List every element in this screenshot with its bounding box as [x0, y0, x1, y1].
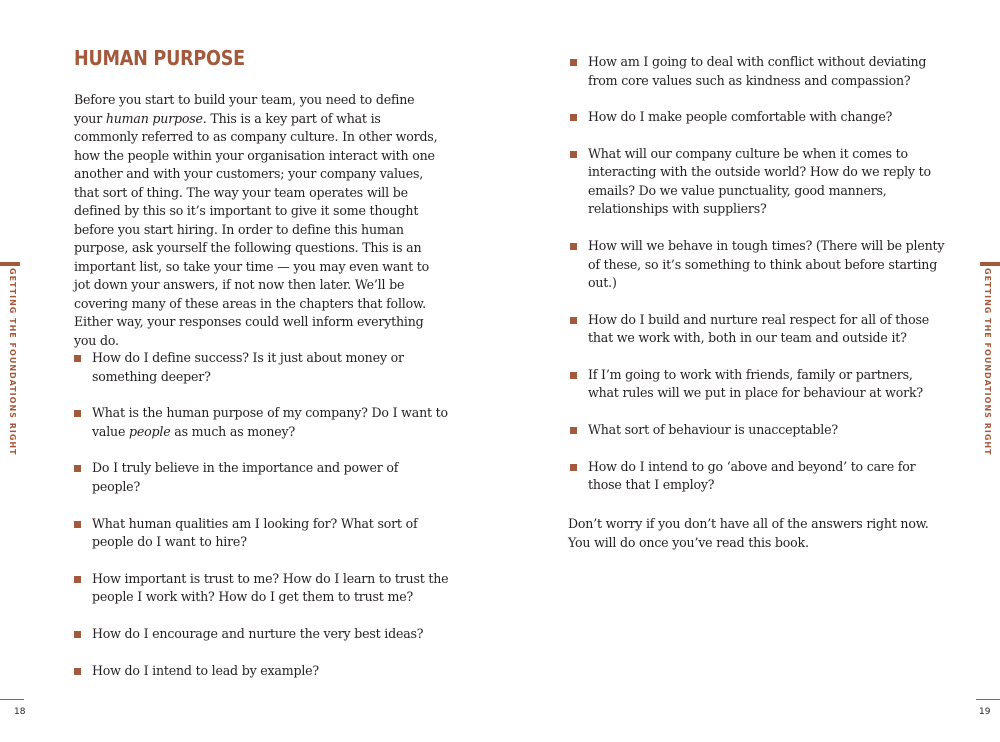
- list-item: [74, 404, 449, 441]
- square-bullet-icon: [570, 372, 577, 379]
- side-tab-marker: [0, 262, 20, 266]
- question-text: How do I intend to go ‘above and beyond’ to care for those that I employ?: [588, 458, 916, 493]
- list-item: [570, 237, 945, 293]
- square-bullet-icon: [570, 114, 577, 121]
- square-bullet-icon: [74, 465, 81, 472]
- square-bullet-icon: [74, 521, 81, 528]
- question-text: What is the human purpose of my company? Do I want to value people as much as money?: [92, 405, 448, 439]
- question-text: Do I truly believe in the importance and power of people?: [92, 460, 399, 494]
- question-text: How important is trust to me? How do I learn to trust the people I work with? How do I get them to trust me?: [92, 570, 449, 605]
- square-bullet-icon: [570, 151, 577, 158]
- list-item: [74, 515, 449, 552]
- list-item: [570, 366, 945, 403]
- page-number: 19: [979, 707, 991, 717]
- question-text: How do I define success? Is it just about money or something deeper?: [92, 350, 404, 384]
- question-text: How do I build and nurture real respect for all of those that we work with, both in our team and outside it?: [588, 311, 929, 346]
- question-text: How do I make people comfortable with change?: [588, 109, 893, 125]
- list-item: [570, 108, 945, 127]
- question-list-right: [570, 53, 945, 513]
- square-bullet-icon: [74, 355, 81, 362]
- list-item: [570, 53, 945, 90]
- intro-text-continued: . This is a key part of what is commonly referred to as company culture. In other words, how the people within your organisation interact with one another and with your customers; your company values, that sort of thing. The way your team operates will be defined by this so it’s important to give it some thought before you start hiring. In order to define this human purpose, ask yourself the following questions. This is an important list, so take your time — you may even want to jot down your answers, if not now then later. We’ll be covering many of these areas in the chapters that follow. Either way, your responses could well inform everything you do.: [74, 110, 438, 348]
- footer-rule: [0, 699, 24, 700]
- list-item: [74, 662, 449, 681]
- intro-text: Before you start to build your team, you need to define your: [74, 92, 415, 126]
- running-head-vertical: GETTING THE FOUNDATIONS RIGHT: [983, 268, 992, 456]
- closing-paragraph: Don’t worry if you don’t have all of the answers right now. You will do once you’ve read this book.: [568, 516, 929, 550]
- square-bullet-icon: [570, 427, 577, 434]
- question-text: What human qualities am I looking for? What sort of people do I want to hire?: [92, 515, 418, 550]
- question-list-left: [74, 349, 449, 698]
- square-bullet-icon: [74, 631, 81, 638]
- footer-rule: [976, 699, 1000, 700]
- question-text: What will our company culture be when it comes to interacting with the outside world? How do we reply to emails? Do we value punctuality, good manners, relationships with suppliers?: [588, 145, 931, 217]
- page-number: 18: [14, 707, 26, 717]
- question-text: How am I going to deal with conflict without deviating from core values such as kindness and compassion?: [588, 54, 927, 88]
- square-bullet-icon: [74, 576, 81, 583]
- square-bullet-icon: [570, 317, 577, 324]
- square-bullet-icon: [570, 464, 577, 471]
- section-heading: HUMAN PURPOSE: [74, 46, 245, 70]
- list-item: [74, 349, 449, 386]
- square-bullet-icon: [74, 668, 81, 675]
- running-head-vertical: GETTING THE FOUNDATIONS RIGHT: [8, 268, 17, 456]
- question-text: How do I intend to lead by example?: [92, 662, 319, 678]
- intro-paragraph: [74, 91, 444, 350]
- list-item: [570, 458, 945, 495]
- square-bullet-icon: [570, 243, 577, 250]
- list-item: [570, 311, 945, 348]
- question-text: How do I encourage and nurture the very best ideas?: [92, 625, 424, 641]
- list-item: [74, 625, 449, 644]
- square-bullet-icon: [570, 59, 577, 66]
- question-text: If I’m going to work with friends, family or partners, what rules will we put in place for behaviour at work?: [588, 366, 923, 401]
- square-bullet-icon: [74, 410, 81, 417]
- question-text: What sort of behaviour is unacceptable?: [588, 422, 838, 438]
- right-page: [500, 0, 1000, 742]
- list-item: [570, 145, 945, 219]
- intro-emphasis: human purpose: [105, 110, 203, 126]
- list-item: [570, 421, 945, 440]
- question-text: How will we behave in tough times? (There will be plenty of these, so it’s something to think about before starting out.): [588, 238, 945, 291]
- side-tab-marker: [980, 262, 1000, 266]
- list-item: [74, 459, 449, 496]
- list-item: [74, 570, 449, 607]
